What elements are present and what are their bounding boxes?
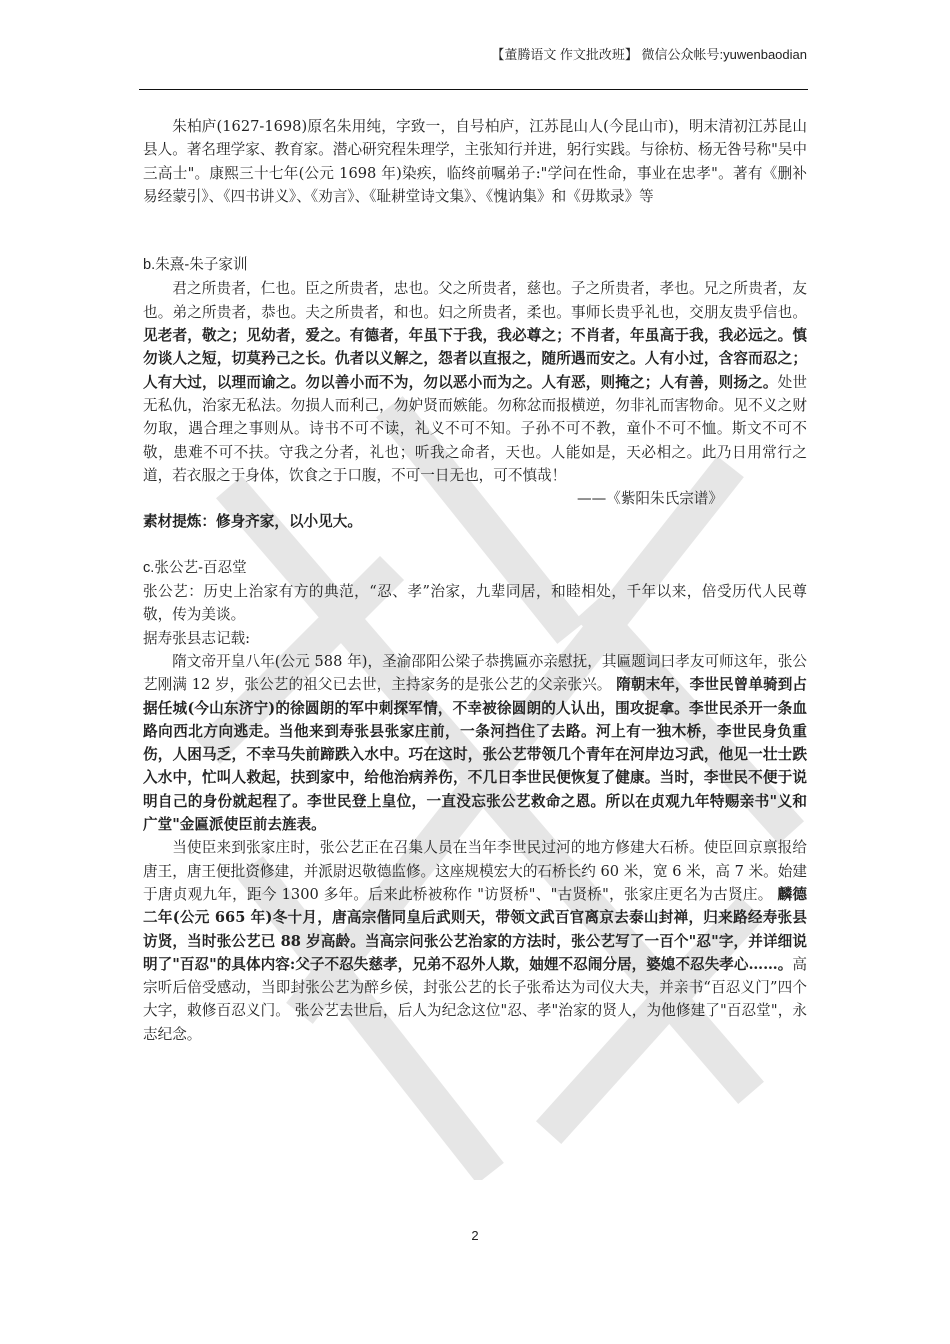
story-text-normal: 当使臣来到张家庄时，张公艺正在召集人员在当年李世民过河的地方修建大石桥。使臣回京禀报给唐王，唐王便批资修建，并派尉迟敬德监修。这座规模宏大的石桥长约 60 米，宽 6 米，高 7 米。始建于唐贞观九年，距今 1300 多年。后来此桥被称作 "访贤桥"、"古贤桥"，张家庄更名为古贤庄。 [143,839,807,903]
spacer [143,208,807,231]
story-paragraph-2 [143,836,807,1046]
story-text-bold: 麟德二年(公元 665 年)冬十月，唐高宗偕同皇后武则天，带领文武百官离京去泰山封禅，归来路经寿张县访贤，当时张公艺已 88 岁高龄。当高宗问张公艺治家的方法时，张公艺写了一百个"忍"字，并详细说明了"百忍"的具体内容:父子不忍失慈孝，兄弟不忍外人欺，妯娌不忍闹分居，婆媳不忍失孝心……。 [143,885,807,973]
section-b-title: b.朱熹-朱子家训 [143,257,248,274]
page-header: 【董腾语文 作文批改班】 微信公众帐号:yuwenbaodian [491,47,807,62]
zhang-gongyi-intro: 张公艺：历史上治家有方的典范，“忍、孝”治家，九辈同居，和睦相处，千年以来，倍受历代人民尊敬，传为美谈。 [143,583,807,624]
instructions-text-normal-2: 处世无私仇，治家无私法。勿损人而利己，勿妒贤而嫉能。勿称忿而报横逆，勿非礼而害物命。见不义之财勿取，遇合理之事则从。诗书不可不读，礼义不可不知。子孙不可不教，童仆不可不恤。斯文不可不敬，患难不可不扶。守我之分者，礼也；听我之命者，天也。人能如是，天必相之。此乃日用常行之道，若衣服之于身体，饮食之于口腹，不可一日无也，可不慎哉！ [143,373,807,484]
record-label: 据寿张县志记载: [143,629,251,647]
story-text-normal-2: 高宗听后倍受感动，当即封张公艺为醉乡侯，封张公艺的长子张希达为司仪大夫，并亲书“百忍义门”四个大字，敕修百忍义门。 张公艺去世后，后人为纪念这位"忍、孝"治家的贤人，为他修建了"百忍堂"，永志纪念。 [143,955,807,1043]
header-divider [139,89,808,90]
zhu-bolu-biography: 朱柏庐(1627-1698)原名朱用纯，字致一，自号柏庐，江苏昆山人(今昆山市)，明末清初江苏昆山县人。著名理学家、教育家。潜心研究程朱理学，主张知行并进，躬行实践。与徐枋、杨无咎号称"吴中三高士"。康熙三十七年(公元 1698 年)染疾，临终前嘱弟子:"学问在性命，事业在忠孝"。著有《删补易经蒙引》、《四书讲义》、《劝言》、《耻耕堂诗文集》、《愧讷集》和《毋欺录》等 [143,118,807,205]
spacer [143,534,807,557]
story-text-normal: 隋文帝开皇八年(公元 588 年)，圣渝邵阳公梁子恭携匾亦亲慰抚，其匾题词曰孝友可师这年，张公艺刚满 12 岁，张公艺的祖父已去世，主持家务的是张公艺的父亲张兴。 [143,652,807,694]
zhuzi-family-instructions [143,277,807,487]
document-body [143,115,807,1046]
section-c-title: c.张公艺-百忍堂 [143,559,247,576]
instructions-text-normal: 君之所贵者，仁也。臣之所贵者，忠也。父之所贵者，慈也。子之所贵者，孝也。兄之所贵者，友也。弟之所贵者，恭也。夫之所贵者，和也。妇之所贵者，柔也。事师长贵乎礼也，交朋友贵乎信也。 [143,280,807,321]
story-paragraph-1 [143,650,807,836]
instructions-text-bold: 见老者，敬之；见幼者，爱之。有德者，年虽下于我，我必尊之；不肖者，年虽高于我，我必远之。慎勿谈人之短，切莫矜己之长。仇者以义解之，怨者以直报之，随所遇而安之。人有小过，含容而忍之；人有大过，以理而谕之。勿以善小而不为，勿以恶小而为之。人有恶，则掩之；人有善，则扬之。 [143,327,807,391]
story-text-bold: 隋朝末年，李世民曾单骑到占据任城(今山东济宁)的徐圆朗的军中刺探军情，不幸被徐圆朗的人认出，围攻捉拿。李世民杀开一条血路向西北方向逃走。当他来到寿张县张家庄前，一条河挡住了去路。河上有一独木桥，李世民身负重伤，人困马乏，不幸马失前蹄跌入水中。巧在这时，张公艺带领几个青年在河岸边习武，他见一壮士跌入水中，忙叫人救起，扶到家中，给他治病养伤，不几日李世民便恢复了健康。当时，李世民不便于说明自己的身份就起程了。李世民登上皇位，一直没忘张公艺救命之恩。所以在贞观九年特赐亲书"义和广堂"金匾派使臣前去旌表。 [143,676,807,834]
spacer [143,231,807,254]
page-number: 2 [471,1228,479,1243]
material-summary: 素材提炼：修身齐家，以小见大。 [143,513,362,531]
source-citation: ——《紫阳朱氏宗谱》 [577,490,723,508]
